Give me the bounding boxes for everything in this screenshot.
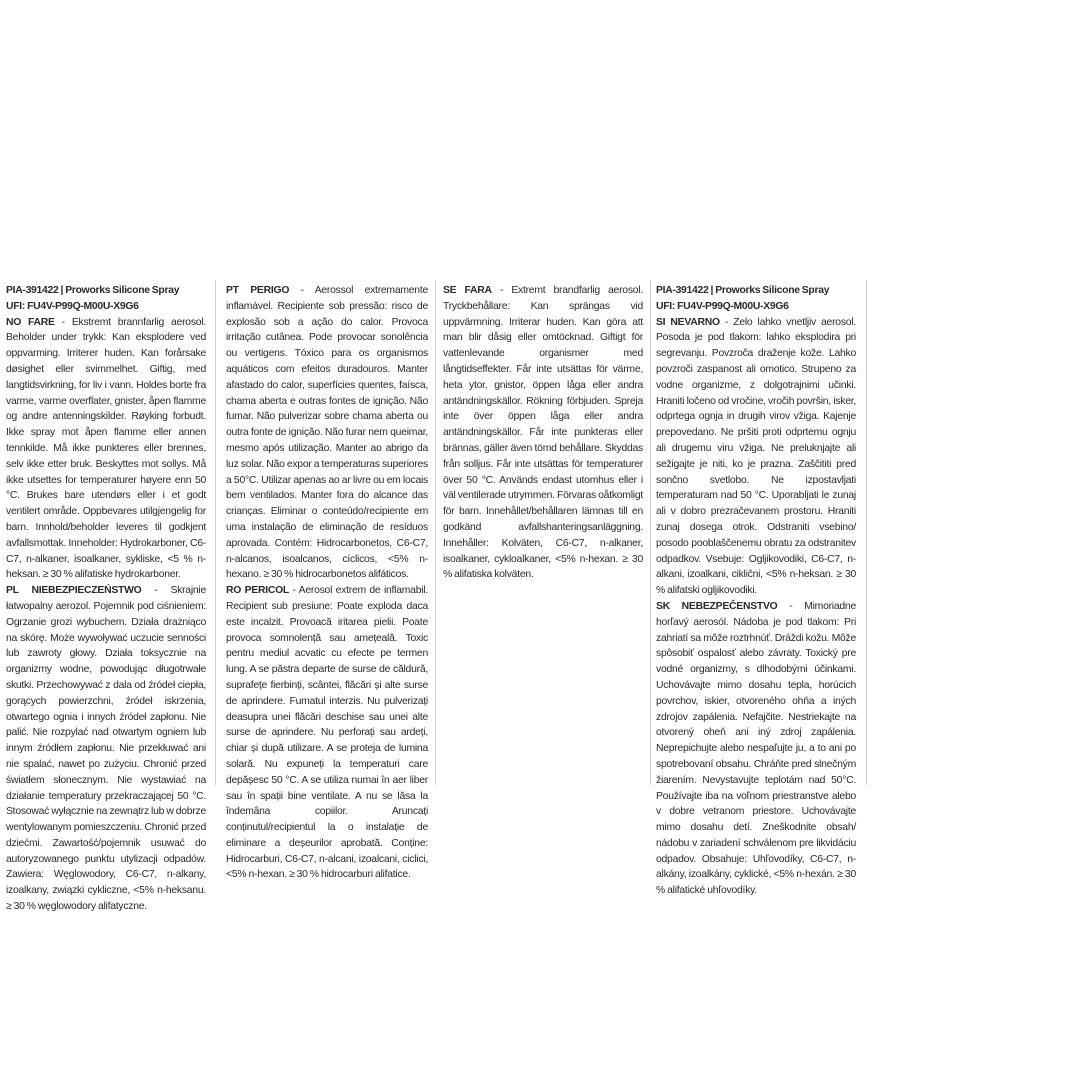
language-code: SK NEBEZPEČENSTVO (656, 600, 778, 612)
warning-text: - Mimoriadne horľavý aerosól. Nádoba je pod tlakom: Pri zahriatí sa môže roztrhnúť. Dráždi kožu. Môže spôsobiť ospalosť alebo závraty. Toxický pre vodné organizmy, s dlhodobými účinkami. Uchovávajte mimo dosahu tepla, horúcich povrchov, iskier, otvoreného ohňa a iných zdrojov zapálenia. Nefajčite. Nestriekajte na otvorený oheň ani iný zdroj zapálenia. Neprepichujte alebo nespaľujte ju, a to ani po spotrebovaní obsahu. Chráňte pred slnečným žiarením. Nevystavujte teplotám nad 50°C. Používajte iba na voľnom priestranstve alebo v dobre vetranom priestore. Uchovávajte mimo dosahu detí. Zneškodnite obsah/ nádobu v zariadení schválenom pre likvidáciu odpadov. Obsahuje: Uhľovodíky, C6-C7, n-alkány, izoalkány, cyklické, <5% n-hexán. ≥ 30 % alifatické uhľovodíky. (656, 600, 856, 897)
label-column-1 (6, 283, 206, 915)
language-code: SE FARA (443, 285, 492, 296)
column-divider (435, 280, 436, 785)
label-column-2 (226, 283, 428, 883)
warning-block-pt (226, 283, 428, 583)
product-header: PIA-391422 | Proworks Silicone Spray (656, 285, 830, 296)
language-code: NO FARE (6, 316, 55, 328)
language-code: SI NEVARNO (656, 316, 720, 328)
column-divider (866, 280, 867, 785)
product-header: PIA-391422 | Proworks Silicone Spray (6, 285, 180, 296)
warning-block-pl (6, 583, 206, 915)
column-divider (650, 280, 651, 785)
language-code: RO PERICOL (226, 585, 290, 597)
warning-text: - Extremt brandfarlig aerosol. Tryckbehållare: Kan sprängas vid uppvärmning. Irriterar huden. Kan göra att man blir dåsig eller omtöcknad. Giftigt för vattenlevande organismer med långtidseffekter. Får inte utsättas för värme, heta ytor, gnistor, öppen låga eller andra antändningskällor. Rökning förbjuden. Spreja inte över öppen låga eller andra antändningskällor. Får inte punkteras eller brännas, gäller även tömd behållare. Skyddas från solljus. Får inte utsättas för temperaturer över 50 °C. Används endast utomhus eller i väl ventilerade utrymmen. Förvaras oåtkomligt för barn. Innehållet/behållaren lämnas till en godkänd avfallshanteringsanläggning. Innehåller: Kolväten, C6-C7, n-alkaner, isoalkaner, cykloalkaner, <5% n-hexan. ≥ 30 % alifatiska kolväten. (443, 285, 643, 581)
language-code: PL NIEBEZPIECZEŃSTWO (6, 585, 142, 597)
ufi-code: UFI: FU4V-P99Q-M00U-X9G6 (6, 300, 139, 312)
warning-text: - Ekstremt brannfarlig aerosol. Beholder under trykk: Kan eksplodere ved oppvarming. Irriterer huden. Kan forårsake døsighet eller svimmelhet. Giftig, med langtidsvirkning, for liv i vann. Holdes borte fra varme, varme overflater, gnister, åpen flamme og andre antenningskilder. Røyking forbudt. Ikke spray mot åpen flamme eller annen tennkilde. Må ikke punkteres eller brennes, selv ikke etter bruk. Beskyttes mot sollys. Må ikke utsettes for temperaturer høyere enn 50 °C. Brukes bare utendørs eller i et godt ventilert område. Oppbevares utilgjengelig for barn. Innhold/beholder leveres til godkjent avfallsmottak. Inneholder: Hydrokarboner, C6-C7, n-alkaner, isoalkaner, sykliske, <5 % n-heksan. ≥ 30 % alifatiske hydrokarboner. (6, 316, 206, 581)
warning-text: - Zelo lahko vnetljiv aerosol. Posoda je pod tlakom: lahko eksplodira pri segrevanju. Povzroča draženje kože. Lahko povzroči zaspanost ali omotico. Strupeno za vodne organizme, z dolgotrajnimi učinki. Hraniti ločeno od vročine, vročih površin, isker, odprtega ognja in drugih virov vžiga. Kajenje prepovedano. Ne pršiti proti odprtemu ognju ali drugemu viru vžiga. Ne preluknjajte ali sežigajte je niti, ko je prazna. Zaščititi pred sončno svetlobo. Ne izpostavljati temperaturam nad 50 °C. Uporabljati le zunaj ali v dobro prezračevanem prostoru. Hraniti zunaj dosega otrok. Odstraniti vsebino/ posodo pooblaščenemu obratu za odstranitev odpadkov. Vsebuje: Ogljikovodiki, C6-C7, n-alkani, izoalkani, ciklični, <5% n-heksan. ≥ 30 % alifatski ogljikovodiki. (656, 316, 856, 597)
warning-text: - Aerossol extremamente inflamável. Recipiente sob pressão: risco de explosão sob a ação do calor. Provoca irritação cutânea. Pode provocar sonolência ou vertigens. Tóxico para os organismos aquáticos com efeitos duradouros. Manter afastado do calor, superfícies quentes, faísca, chama aberta e outras fontes de ignição. Não fumar. Não pulverizar sobre chama aberta ou outra fonte de ignição. Não furar nem queimar, mesmo após utilização. Manter ao abrigo da luz solar. Não expor a temperaturas superiores a 50°C. Utilizar apenas ao ar livre ou em locais bem ventilados. Manter fora do alcance das crianças. Eliminar o conteúdo/recipiente em uma instalação de eliminação de resíduos aprovada. Contém: Hidrocarbonetos, C6-C7, n-alcanos, isoalcanos, cíclicos, <5% n-hexano. ≥ 30 % hidrocarbonetos alifáticos. (226, 285, 428, 581)
warning-block-ro (226, 583, 428, 883)
warning-block-no (6, 315, 206, 584)
language-code: PT PERIGO (226, 285, 290, 296)
ufi-code: UFI: FU4V-P99Q-M00U-X9G6 (656, 300, 789, 312)
warning-block-sk (656, 599, 856, 899)
warning-block-se (443, 283, 643, 583)
column-divider (215, 280, 216, 785)
warning-text: - Skrajnie łatwopalny aerozol. Pojemnik pod ciśnieniem: Ogrzanie grozi wybuchem. Działa drażniąco na skórę. Może wywoływać uczucie senności lub zawroty głowy. Działa toksycznie na organizmy wodne, powodując długotrwałe skutki. Przechowywać z dala od źródeł ciepła, gorących powierzchni, źródeł iskrzenia, otwartego ognia i innych źródeł zapłonu. Nie palić. Nie rozpylać nad otwartym ogniem lub innym źródłem zapłonu. Nie przekłuwać ani nie spalać, nawet po zużyciu. Chronić przed światłem słonecznym. Nie wystawiać na działanie temperatury przekraczającej 50 °C. Stosować wyłącznie na zewnątrz lub w dobrze wentylowanym pomieszczeniu. Chronić przed dziećmi. Zawartość/pojemnik usuwać do autoryzowanego punktu utylizacji odpadów. Zawiera: Węglowodory, C6-C7, n-alkany, izoalkany, związki cykliczne, <5% n-heksanu. ≥ 30 % węglowodory alifatyczne. (6, 585, 206, 913)
label-column-3 (443, 283, 643, 583)
label-column-4 (656, 283, 856, 899)
warning-text: - Aerosol extrem de inflamabil. Recipient sub presiune: Poate exploda daca este incalzit. Provoacă iritarea pielii. Poate provoca somnolență sau amețeală. Toxic pentru mediul acvatic cu efecte pe termen lung. A se păstra departe de surse de căldură, suprafețe fierbinți, scântei, flăcări și alte surse de aprindere. Fumatul interzis. Nu pulverizați deasupra unei flăcări deschise sau unei alte surse de aprindere. Nu perforați sau ardeți, chiar și după utilizare. A se proteja de lumina solară. Nu expuneți la temperaturi care depășesc 50 °C. A se utiliza numai în aer liber sau în spații bine ventilate. A nu se lăsa la îndemâna copiilor. Aruncați conținutul/recipientul la o instalație de eliminare a deșeurilor aprobată. Conține: Hidrocarburi, C6-C7, n-alcani, izoalcani, ciclici, <5% n-hexan. ≥ 30 % hidrocarburi alifatice. (226, 585, 428, 881)
warning-block-si (656, 315, 856, 599)
